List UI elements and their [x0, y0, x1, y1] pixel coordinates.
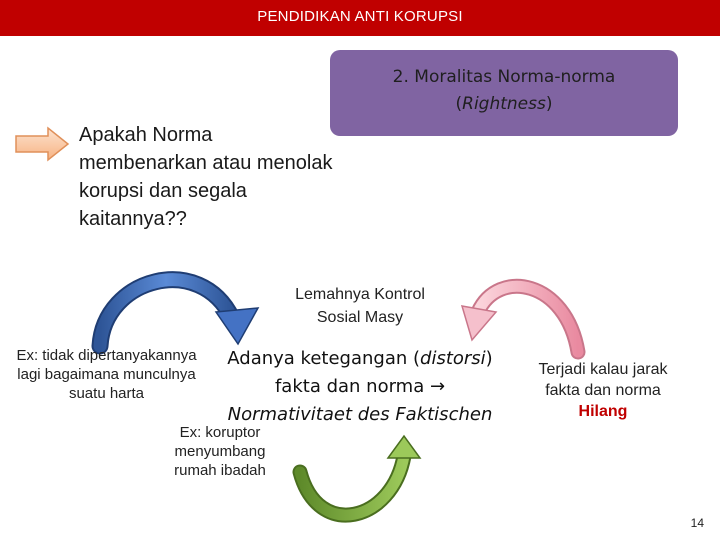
control-line2: Sosial Masy: [316, 309, 404, 326]
question-text: Apakah Norma membenarkan atau menolak korupsi dan segala kaitannya??: [79, 124, 333, 230]
condition-text: [528, 359, 678, 422]
condition-hilang: Hilang: [578, 403, 628, 420]
header-title: PENDIDIKAN ANTI KORUPSI: [257, 8, 463, 25]
condition-line: Terjadi kalau jarak fakta dan norma: [538, 361, 668, 399]
tension-line2: fakta dan norma →: [274, 376, 446, 397]
pink-curved-arrow: [462, 286, 578, 352]
topic-line1: 2. Moralitas Norma-norma: [392, 67, 616, 87]
topic-italic: Rightness: [462, 94, 546, 114]
example-bottom: Ex: koruptor menyumbang rumah ibadah: [174, 424, 266, 479]
page-number: 14: [690, 516, 704, 530]
green-curved-arrow: [300, 436, 420, 515]
example-left: Ex: tidak dipertanyakannya lagi bagaimana munculnya suatu harta: [16, 347, 197, 402]
control-text: [250, 283, 470, 329]
tension-text: [200, 345, 520, 429]
topic-line2: (Rightness): [455, 94, 553, 114]
tension-line3: Normativitaet des Faktischen: [227, 404, 493, 425]
control-line1: Lemahnya Kontrol: [295, 286, 425, 303]
blue-curved-arrow: [100, 280, 258, 346]
tension-line1: Adanya ketegangan (distorsi): [227, 348, 493, 369]
